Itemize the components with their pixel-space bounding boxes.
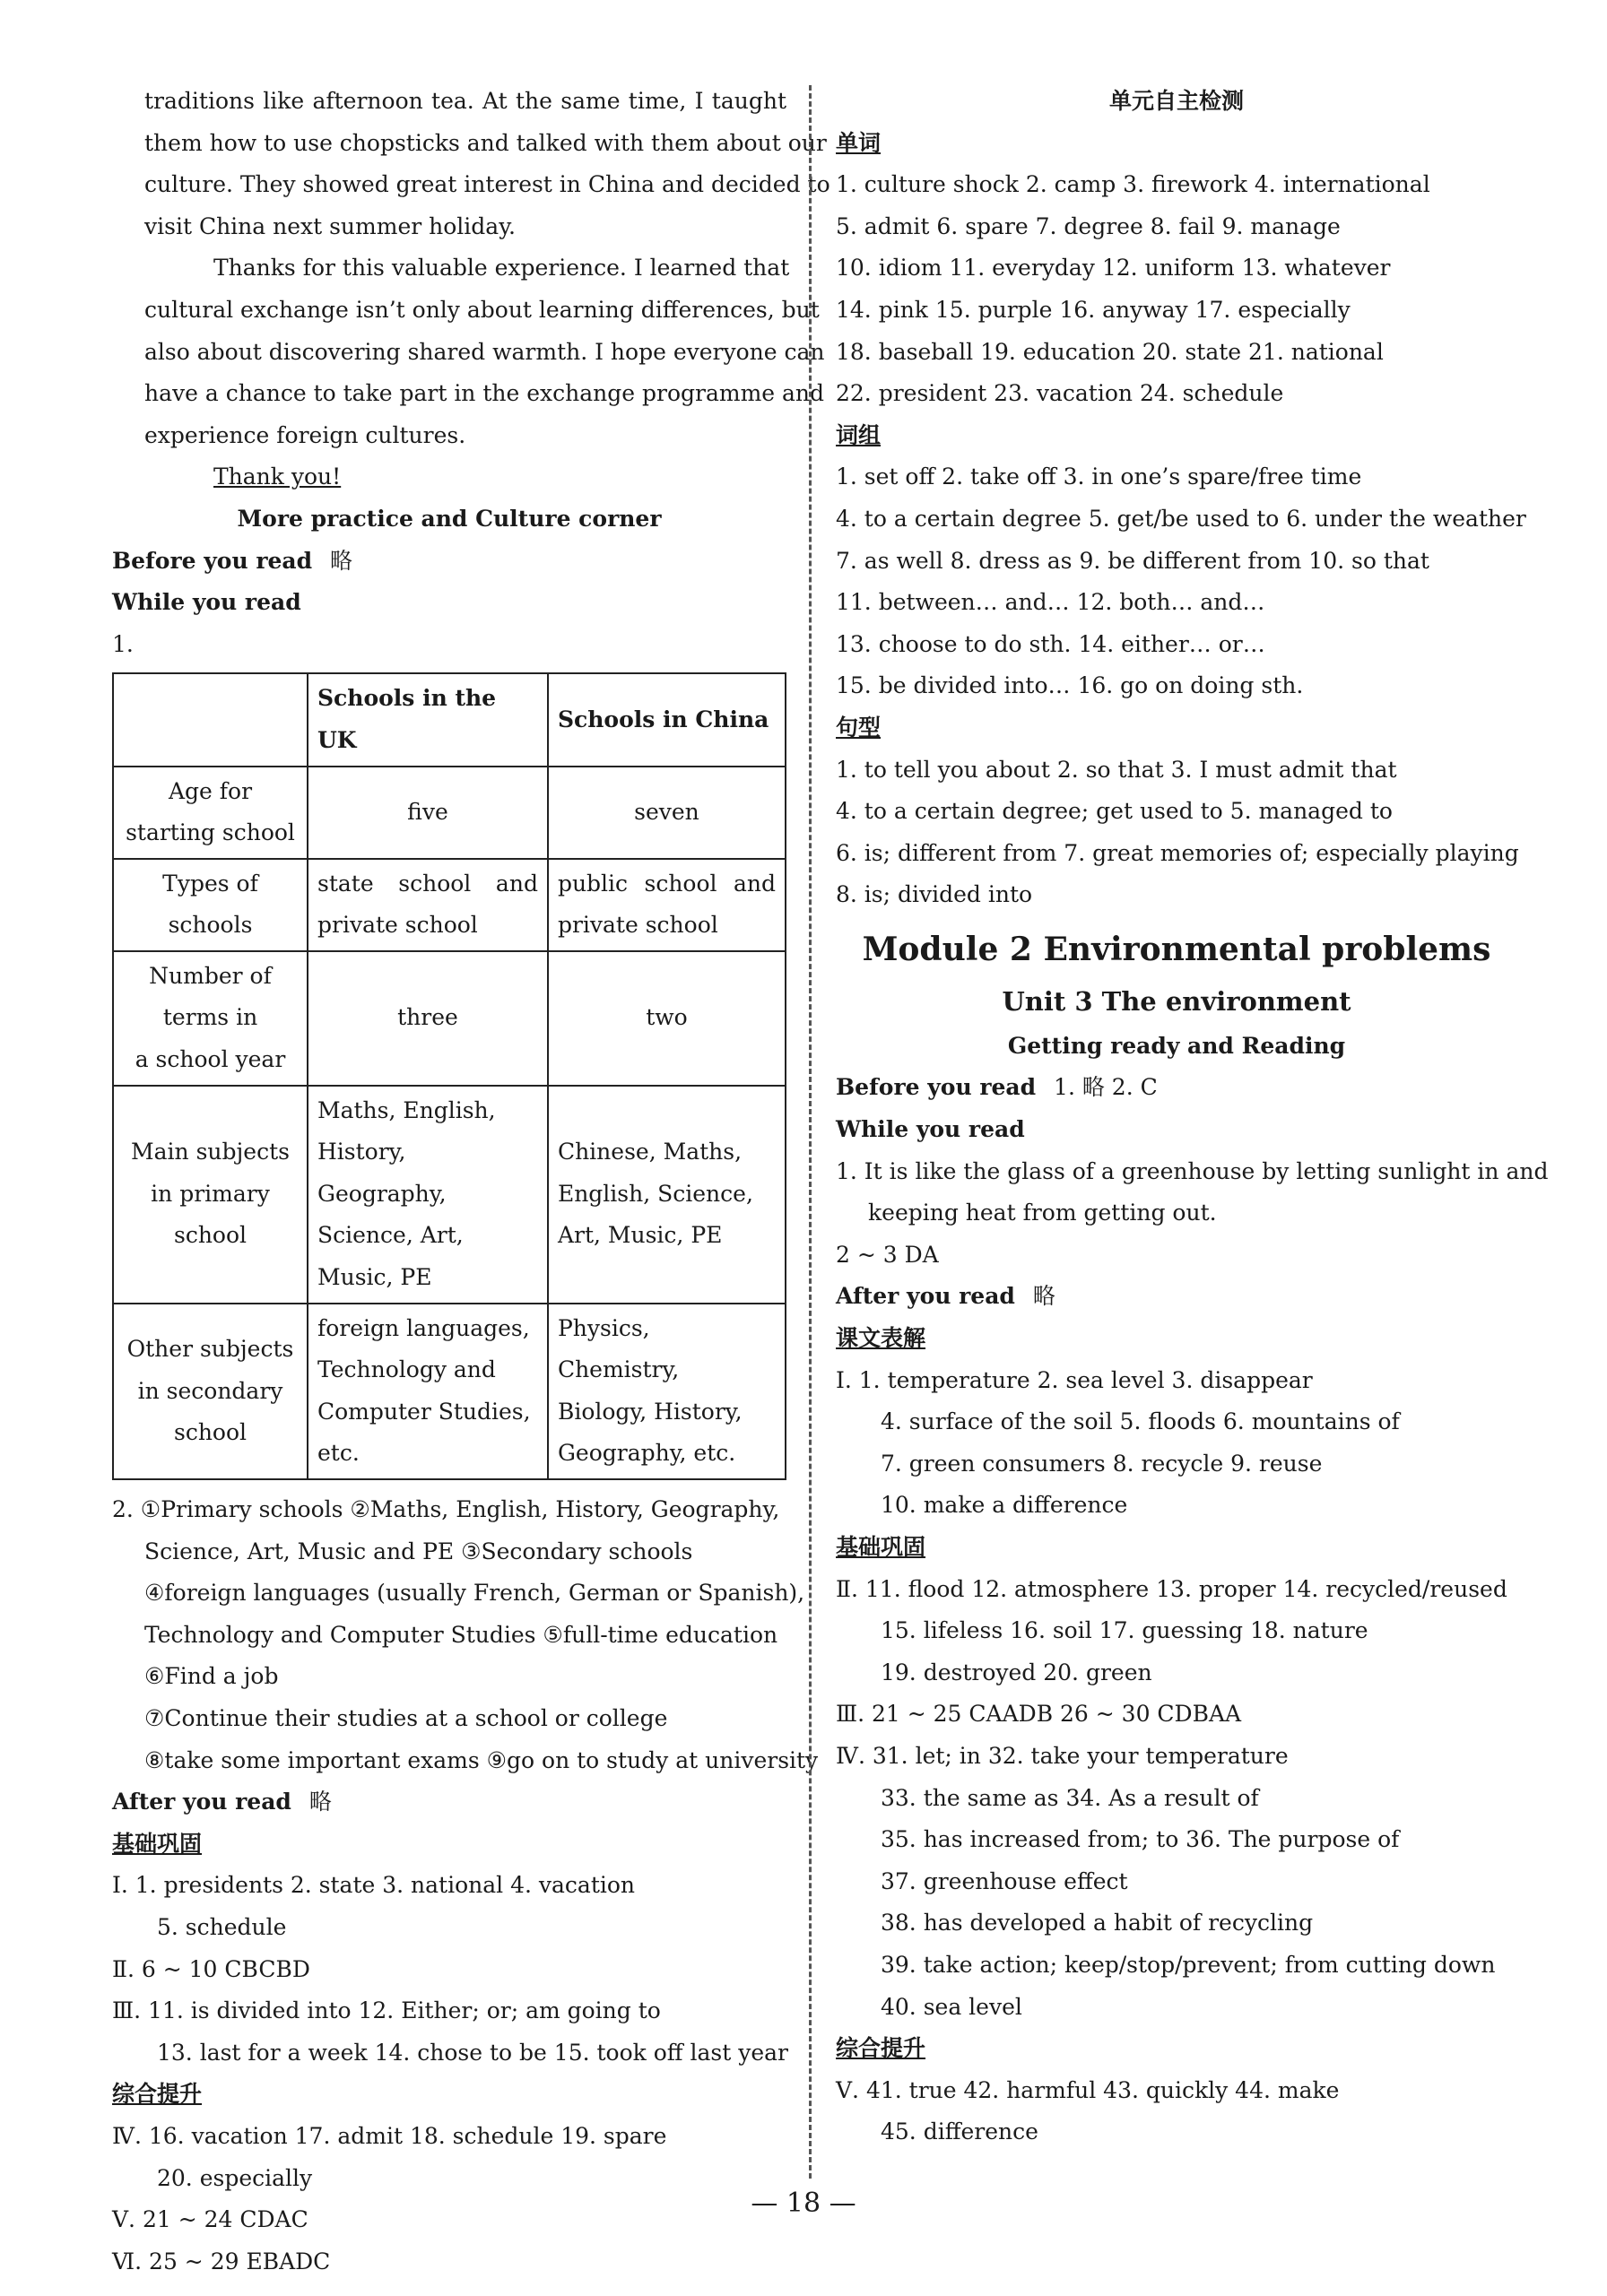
answer-line: 10. make a difference	[881, 1492, 1128, 1519]
answer-line: Ⅳ. 31. let; in 32. take your temperature	[836, 1742, 1289, 1769]
answer-line: Ⅵ. 25 ~ 29 EBADC	[112, 2248, 331, 2274]
china-cell	[548, 1304, 786, 1479]
zonghe-title: 综合提升	[112, 2081, 203, 2108]
cell-line: History, Geography,	[317, 1139, 447, 1207]
cell-line: Science, Art,	[317, 1222, 464, 1249]
question-number: 1.	[112, 630, 134, 657]
text-line: have a chance to take part in the exchange programme and	[144, 380, 825, 407]
after-value: 略	[1032, 1283, 1055, 1310]
cell-line: a school year	[135, 1046, 286, 1073]
answer-line: Ⅰ. 1. temperature 2. sea level 3. disappear	[836, 1366, 1313, 1393]
schools-table	[112, 672, 786, 1480]
answer-line: 1. set off 2. take off 3. in one’s spare/free time	[836, 464, 1362, 490]
cell-line: Geography, etc.	[557, 1440, 736, 1467]
answer-line: 1. to tell you about 2. so that 3. I must admit that	[836, 756, 1397, 783]
cell-line: Main subjects	[131, 1139, 290, 1165]
cell-line: three	[397, 1004, 458, 1031]
row-label	[113, 1086, 308, 1304]
answer-line: 2. ①Primary schools ②Maths, English, History, Geography,	[112, 1496, 780, 1522]
phrases-title: 词组	[836, 421, 882, 448]
answer-line: Ⅲ. 11. is divided into 12. Either; or; am going to	[112, 1997, 661, 2024]
before-you-read	[836, 1067, 1517, 1109]
thank-you-text: Thank you!	[213, 464, 342, 490]
answer-line: Technology and Computer Studies ⑤full-time education	[144, 1621, 778, 1648]
cell-line: two	[646, 1004, 688, 1031]
uk-cell	[308, 767, 548, 859]
answer-line: Ⅰ. 1. presidents 2. state 3. national 4. vacation	[112, 1872, 636, 1899]
column-divider	[809, 85, 812, 2179]
table-header	[113, 673, 308, 766]
cell-line: Number of	[149, 962, 272, 989]
before-label: Before you read	[112, 547, 313, 574]
answer-line: 2 ~ 3 DA	[836, 1241, 939, 1268]
cell-line: Technology and	[317, 1356, 496, 1383]
table-row	[113, 767, 786, 859]
cell-line: private school	[557, 912, 718, 939]
unit-title: Unit 3 The environment	[1002, 985, 1351, 1017]
answer-line: Ⅱ. 6 ~ 10 CBCBD	[112, 1955, 310, 1982]
cell-line: Physics, Chemistry,	[557, 1314, 680, 1383]
row-label	[113, 859, 308, 951]
answer-line: 13. choose to do sth. 14. either… or…	[836, 630, 1265, 657]
answer-line: 1. It is like the glass of a greenhouse by letting sunlight in and	[836, 1157, 1549, 1184]
while-label: While you read	[112, 589, 301, 616]
cell-line: in secondary	[137, 1377, 283, 1404]
cell-line: English, Science,	[557, 1180, 753, 1207]
answer-line: 15. lifeless 16. soil 17. guessing 18. nature	[881, 1617, 1368, 1644]
cell-line: Maths, English,	[317, 1096, 496, 1123]
uk-cell	[308, 859, 548, 951]
words-title: 单词	[836, 129, 882, 156]
answer-line: 7. green consumers 8. recycle 9. reuse	[881, 1450, 1323, 1477]
kewen-title: 课文表解	[836, 1325, 926, 1352]
answer-line: 4. surface of the soil 5. floods 6. mountains of	[881, 1408, 1400, 1435]
cell-line: state school and	[317, 870, 538, 897]
answer-line: Ⅴ. 41. true 42. harmful 43. quickly 44. make	[836, 2076, 1340, 2103]
text-line: also about discovering shared warmth. I hope everyone can	[144, 338, 825, 365]
cell-line: terms in	[162, 1004, 258, 1031]
sentences-title: 句型	[836, 714, 882, 741]
left-column	[112, 81, 830, 2283]
text-line: them how to use chopsticks and talked with them about our	[144, 129, 827, 156]
china-cell	[548, 859, 786, 951]
answer-line: 1. culture shock 2. camp 3. firework 4. international	[836, 171, 1430, 198]
table-row	[113, 951, 786, 1086]
before-you-read	[112, 541, 786, 583]
cell-line: seven	[634, 798, 699, 825]
jichu-title: 基础巩固	[836, 1534, 926, 1560]
cell-line: in primary school	[151, 1180, 270, 1249]
answer-line: 5. admit 6. spare 7. degree 8. fail 9. manage	[836, 212, 1341, 239]
answer-line: 19. destroyed 20. green	[881, 1659, 1152, 1685]
answer-line: Ⅳ. 16. vacation 17. admit 18. schedule 19. spare	[112, 2122, 667, 2149]
answer-line: ⑧take some important exams ⑨go on to study at university	[144, 1746, 819, 1773]
sub-title: Getting ready and Reading	[1007, 1032, 1346, 1059]
answer-line: 5. schedule	[157, 1913, 287, 1940]
table-row	[113, 1086, 786, 1304]
uk-cell	[308, 951, 548, 1086]
answer-line: 37. greenhouse effect	[881, 1867, 1128, 1894]
cell-line: Art, Music, PE	[557, 1222, 723, 1249]
cell-line: school	[173, 1419, 248, 1446]
answer-line: 15. be divided into… 16. go on doing sth.	[836, 672, 1304, 699]
row-label	[113, 1304, 308, 1479]
answer-line: 45. difference	[881, 2118, 1038, 2145]
uk-cell	[308, 1086, 548, 1304]
answer-line: 33. the same as 34. As a result of	[881, 1784, 1259, 1811]
cell-line: Types of schools	[162, 870, 258, 939]
cell-line: Biology, History,	[557, 1398, 743, 1425]
unit-test-title: 单元自主检测	[1108, 88, 1244, 114]
table-row	[113, 1304, 786, 1479]
answer-line: Ⅴ. 21 ~ 24 CDAC	[112, 2206, 308, 2233]
text-line: cultural exchange isn’t only about learning differences, but	[144, 296, 820, 323]
cell-line: five	[407, 798, 448, 825]
china-cell	[548, 767, 786, 859]
answer-line: 38. has developed a habit of recycling	[881, 1910, 1314, 1936]
row-label	[113, 767, 308, 859]
answer-line: Science, Art, Music and PE ③Secondary schools	[144, 1538, 693, 1564]
after-label: After you read	[836, 1283, 1015, 1310]
answer-line: ⑥Find a job	[144, 1663, 279, 1690]
cell-line: Other subjects	[126, 1335, 294, 1362]
answer-line: 35. has increased from; to 36. The purpose of	[881, 1826, 1400, 1853]
text-line: culture. They showed great interest in China and decided to	[144, 171, 830, 198]
answer-line: 40. sea level	[881, 1993, 1022, 2020]
answer-line: 22. president 23. vacation 24. schedule	[836, 380, 1284, 407]
cell-line: Computer Studies,	[317, 1398, 531, 1425]
section-title: More practice and Culture corner	[237, 505, 662, 532]
text-line: traditions like afternoon tea. At the same time, I taught	[144, 88, 786, 114]
text-line: experience foreign cultures.	[144, 421, 466, 448]
table-header: Schools in China	[548, 673, 786, 766]
cell-line: Chinese, Maths,	[557, 1139, 743, 1165]
cell-line: etc.	[317, 1440, 360, 1467]
before-value: 1. 略 2. C	[1054, 1074, 1158, 1101]
cell-line: starting school	[126, 819, 295, 846]
row-label	[113, 951, 308, 1086]
before-label: Before you read	[836, 1074, 1037, 1101]
before-value: 略	[330, 547, 353, 574]
zonghe-title: 综合提升	[836, 2035, 926, 2062]
answer-line: 4. to a certain degree 5. get/be used to 6. under the weather	[836, 505, 1526, 532]
right-column	[836, 81, 1549, 2153]
after-label: After you read	[112, 1789, 291, 1815]
answer-line: 7. as well 8. dress as 9. be different from 10. so that	[836, 547, 1429, 574]
answer-line: ④foreign languages (usually French, German or Spanish),	[144, 1580, 805, 1607]
after-you-read	[836, 1276, 1517, 1318]
page-number: — 18 —	[751, 2188, 856, 2219]
answer-line: Ⅲ. 21 ~ 25 CAADB 26 ~ 30 CDBAA	[836, 1701, 1242, 1728]
table-header-row	[113, 673, 786, 766]
answer-line: 14. pink 15. purple 16. anyway 17. especially	[836, 296, 1351, 323]
jichu-title: 基础巩固	[112, 1830, 203, 1857]
cell-line: Music, PE	[317, 1264, 432, 1291]
cell-line: private school	[317, 912, 478, 939]
china-cell	[548, 951, 786, 1086]
module-title: Module 2 Environmental problems	[862, 930, 1491, 968]
closing-line	[112, 456, 786, 498]
cell-line: foreign languages,	[317, 1314, 530, 1341]
answer-line: 39. take action; keep/stop/prevent; from cutting down	[881, 1951, 1496, 1978]
answer-line: 10. idiom 11. everyday 12. uniform 13. whatever	[836, 255, 1391, 282]
after-value: 略	[308, 1789, 332, 1815]
answer-line: 6. is; different from 7. great memories of; especially playing	[836, 839, 1519, 866]
china-cell	[548, 1086, 786, 1304]
answer-line: 11. between… and… 12. both… and…	[836, 589, 1265, 616]
answer-line: 18. baseball 19. education 20. state 21. national	[836, 338, 1384, 365]
answer-line: 13. last for a week 14. chose to be 15. took off last year	[157, 2039, 788, 2066]
answer-line: 8. is; divided into	[836, 881, 1033, 908]
text-line: Thanks for this valuable experience. I learned that	[213, 255, 790, 282]
while-label: While you read	[836, 1116, 1025, 1143]
answer-line: 20. especially	[157, 2164, 313, 2191]
after-you-read	[112, 1781, 786, 1824]
answer-line: 4. to a certain degree; get used to 5. managed to	[836, 798, 1393, 825]
table-header: Schools in the UK	[308, 673, 548, 766]
answer-line: keeping heat from getting out.	[868, 1200, 1217, 1226]
answer-line: ⑦Continue their studies at a school or college	[144, 1704, 668, 1731]
table-row	[113, 859, 786, 951]
answer-line: Ⅱ. 11. flood 12. atmosphere 13. proper 14. recycled/reused	[836, 1575, 1507, 1602]
uk-cell	[308, 1304, 548, 1479]
text-line: visit China next summer holiday.	[144, 212, 516, 239]
cell-line: Age for	[168, 777, 253, 804]
cell-line: public school and	[557, 870, 776, 897]
